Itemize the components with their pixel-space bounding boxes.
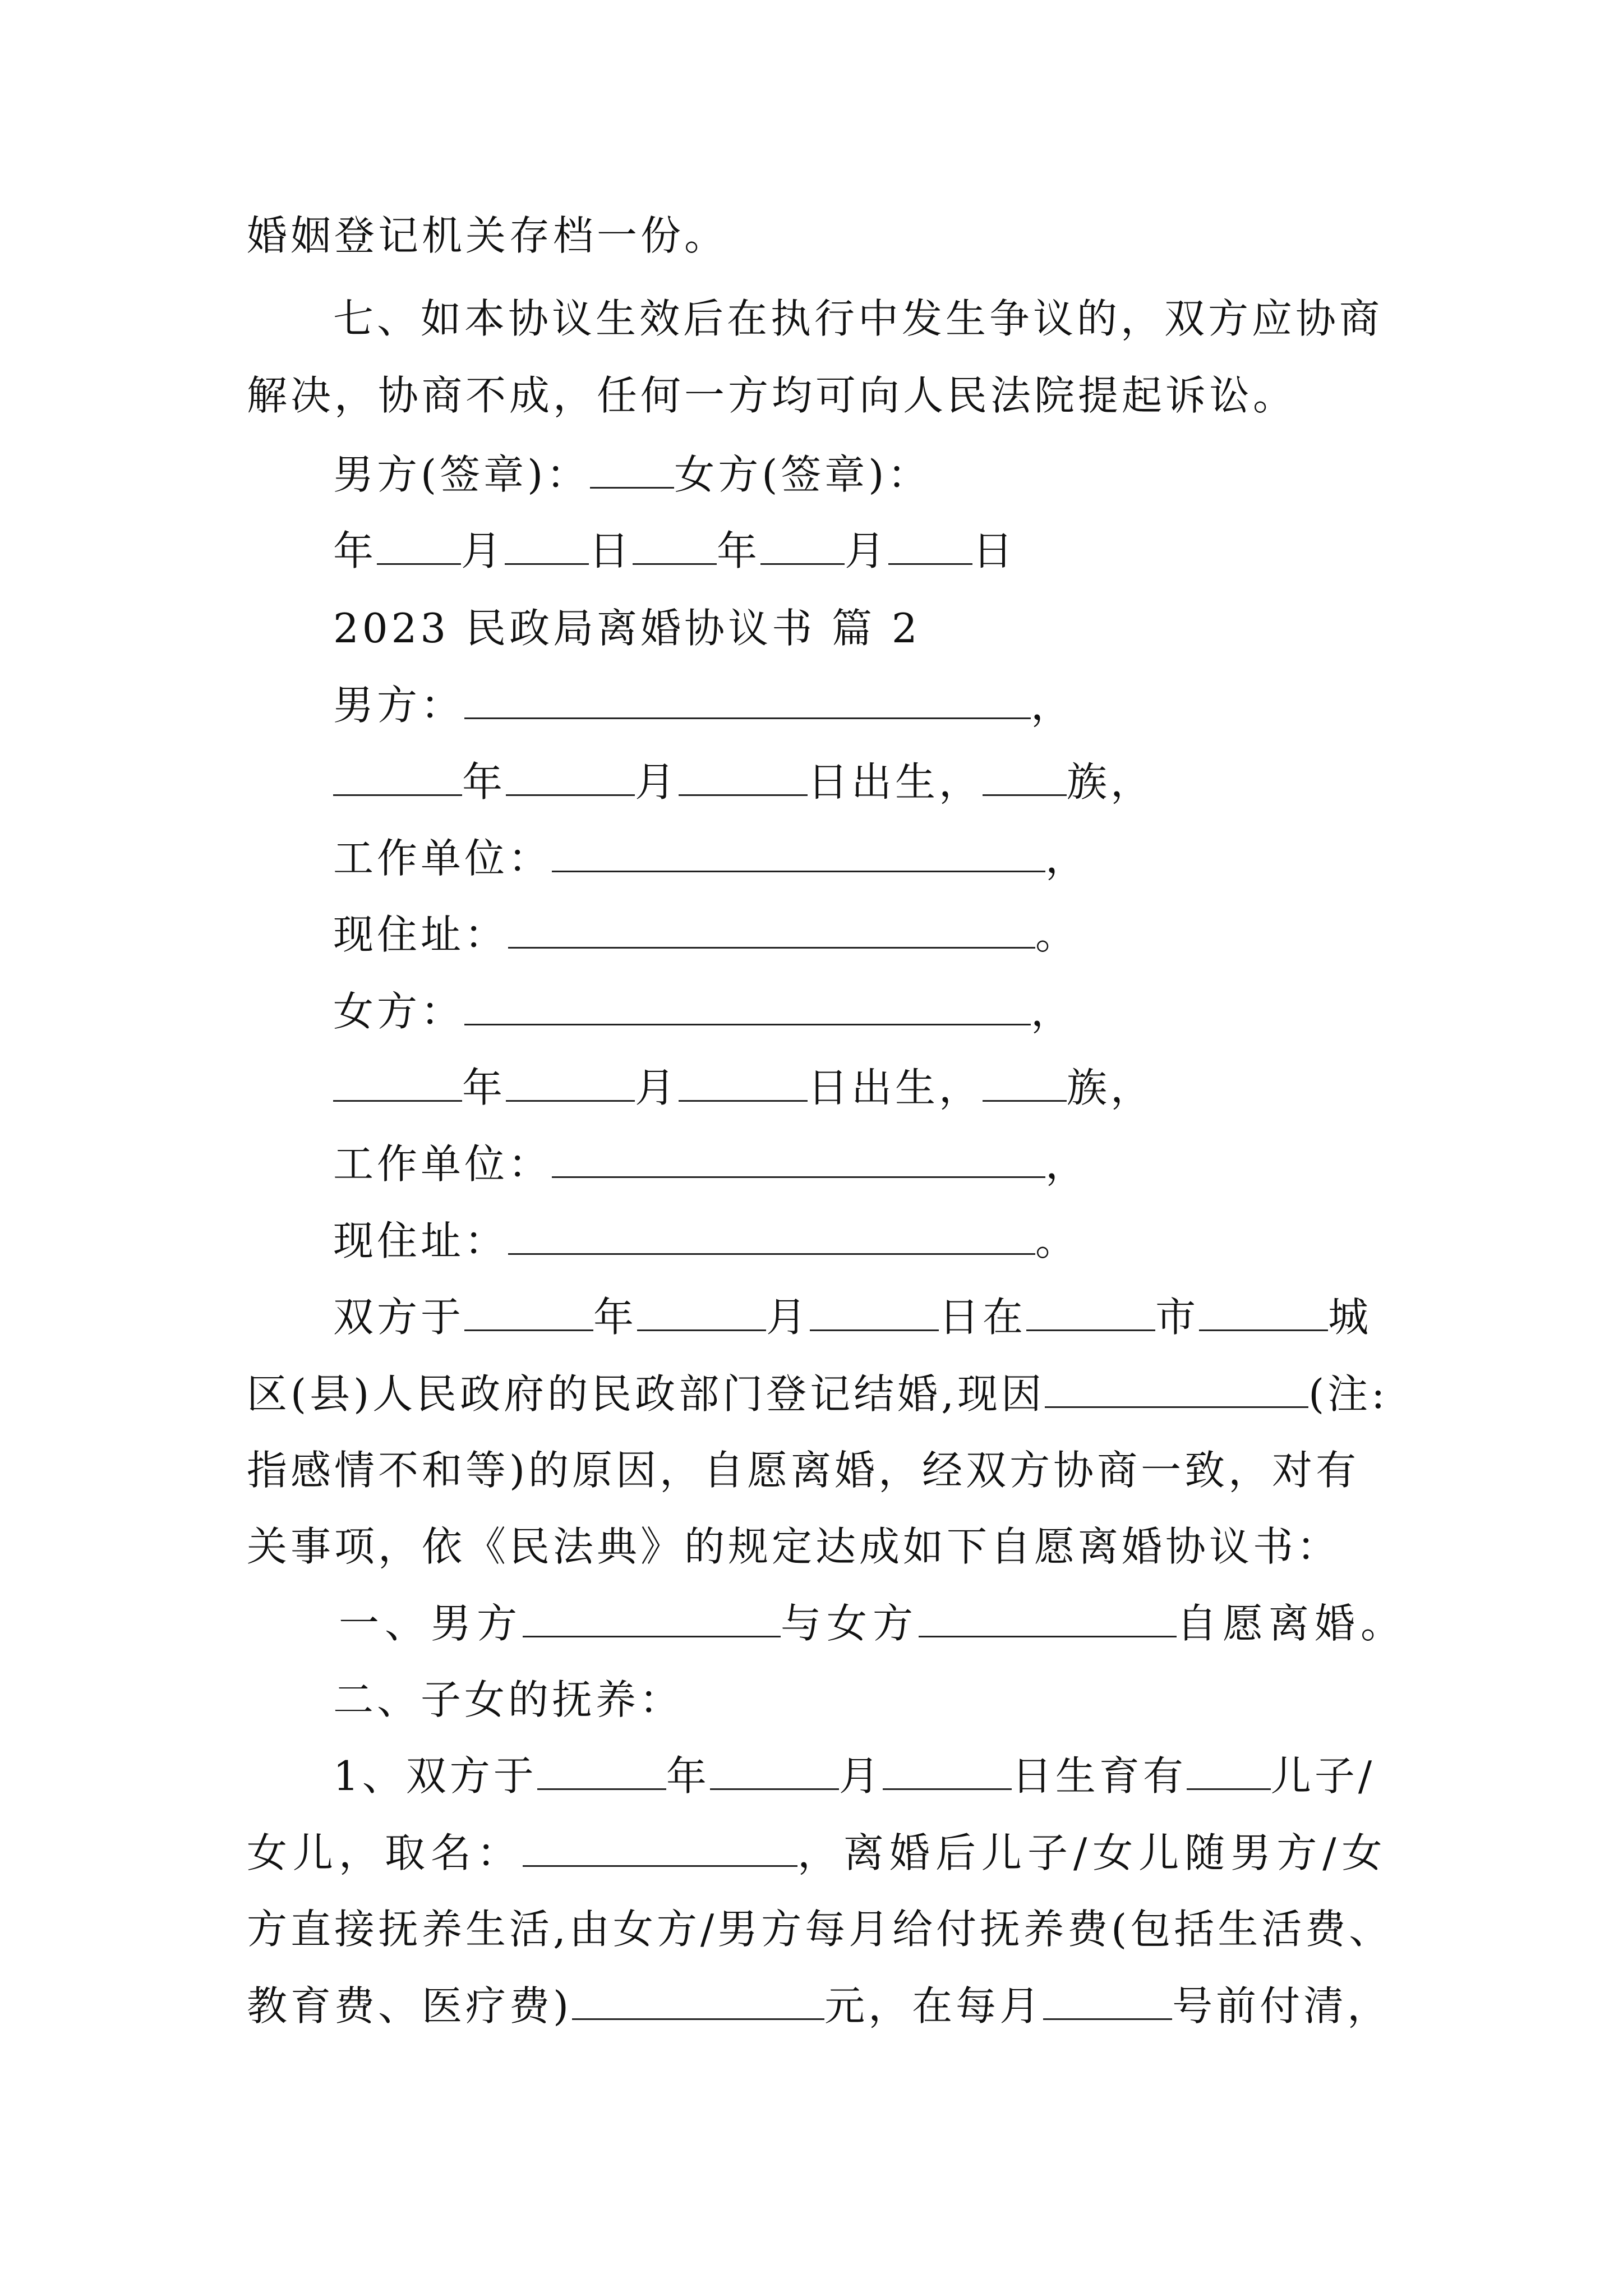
date-blank[interactable] [760, 524, 845, 565]
child-birth-month-field[interactable] [710, 1749, 839, 1790]
male-name-line: 男方： ， [0, 678, 1623, 732]
ethnicity-field[interactable] [983, 1061, 1067, 1102]
signature-date-line: 年 月 日 年 月 日 [0, 524, 1623, 578]
male-work-line: 工作单位： ， [0, 831, 1623, 885]
reason-field[interactable] [1045, 1367, 1308, 1408]
date-blank[interactable] [377, 524, 461, 565]
registration-line-4: 关事项，依《民法典》的规定达成如下自愿离婚协议书： [247, 1523, 1341, 1570]
child-line-2: 女儿，取名： ，离婚后儿子/女儿随男方/女 [0, 1826, 1623, 1880]
birth-year-field[interactable] [333, 1061, 462, 1102]
line-archive: 婚姻登记机关存档一份。 [247, 212, 728, 259]
birth-year-field[interactable] [333, 755, 462, 796]
registration-line-1: 双方于 年 月 日在 市 城 [0, 1290, 1623, 1344]
male-name-field[interactable] [464, 678, 1031, 719]
clause-7-line-2: 解决，协商不成，任何一方均可向人民法院提起诉讼。 [247, 372, 1297, 419]
date-blank[interactable] [633, 524, 717, 565]
support-amount-field[interactable] [572, 1979, 824, 2020]
registration-line-3: 指感情不和等)的原因，自愿离婚，经双方协商一致，对有 [247, 1447, 1360, 1494]
female-address-field[interactable] [508, 1214, 1035, 1255]
child-line-3: 方直接抚养生活,由女方/男方每月给付抚养费(包括生活费、 [247, 1906, 1393, 1953]
ethnicity-field[interactable] [983, 755, 1067, 796]
clause-7-line-1: 七、如本协议生效后在执行中发生争议的，双方应协商 [333, 295, 1384, 342]
reg-district-field[interactable] [1199, 1290, 1328, 1331]
date-blank[interactable] [888, 524, 972, 565]
female-name-line: 女方： ， [0, 984, 1623, 1038]
male-birth-line: 年 月 日出生， 族， [0, 755, 1623, 809]
male-signature-blank[interactable] [590, 448, 674, 489]
item-2-line: 二、子女的抚养： [333, 1676, 684, 1723]
reg-city-field[interactable] [1026, 1290, 1155, 1331]
item1-female-field[interactable] [919, 1596, 1177, 1637]
section-title: 2023 民政局离婚协议书 篇 2 [333, 605, 921, 652]
child-birth-year-field[interactable] [537, 1749, 666, 1790]
reg-year-field[interactable] [464, 1290, 593, 1331]
item-1-line: 一、男方 与女方 自愿离婚。 [0, 1596, 1623, 1650]
registration-line-2: 区(县)人民政府的民政部门登记结婚,现因 (注: [0, 1367, 1623, 1421]
birth-day-field[interactable] [679, 755, 808, 796]
signature-line: 男方(签章)： 女方(签章)： [0, 448, 1623, 501]
female-address-line: 现住址： 。 [0, 1214, 1623, 1268]
child-name-field[interactable] [523, 1826, 797, 1867]
reg-day-field[interactable] [810, 1290, 939, 1331]
male-address-field[interactable] [508, 908, 1035, 949]
birth-month-field[interactable] [506, 755, 635, 796]
date-blank[interactable] [505, 524, 589, 565]
female-name-field[interactable] [464, 984, 1031, 1025]
female-work-line: 工作单位： ， [0, 1137, 1623, 1191]
child-count-field[interactable] [1187, 1749, 1271, 1790]
birth-month-field[interactable] [506, 1061, 635, 1102]
child-birth-day-field[interactable] [883, 1749, 1012, 1790]
male-address-line: 现住址： 。 [0, 908, 1623, 961]
birth-day-field[interactable] [679, 1061, 808, 1102]
item1-male-field[interactable] [523, 1596, 781, 1637]
female-birth-line: 年 月 日出生， 族， [0, 1061, 1623, 1115]
child-line-1: 1、双方于 年 月 日生育有 儿子/ [0, 1749, 1623, 1803]
reg-month-field[interactable] [637, 1290, 766, 1331]
child-line-4: 教育费、医疗费) 元，在每月 号前付清， [0, 1979, 1623, 2033]
payment-day-field[interactable] [1043, 1979, 1172, 2020]
female-work-field[interactable] [552, 1137, 1045, 1178]
male-work-field[interactable] [552, 831, 1045, 872]
